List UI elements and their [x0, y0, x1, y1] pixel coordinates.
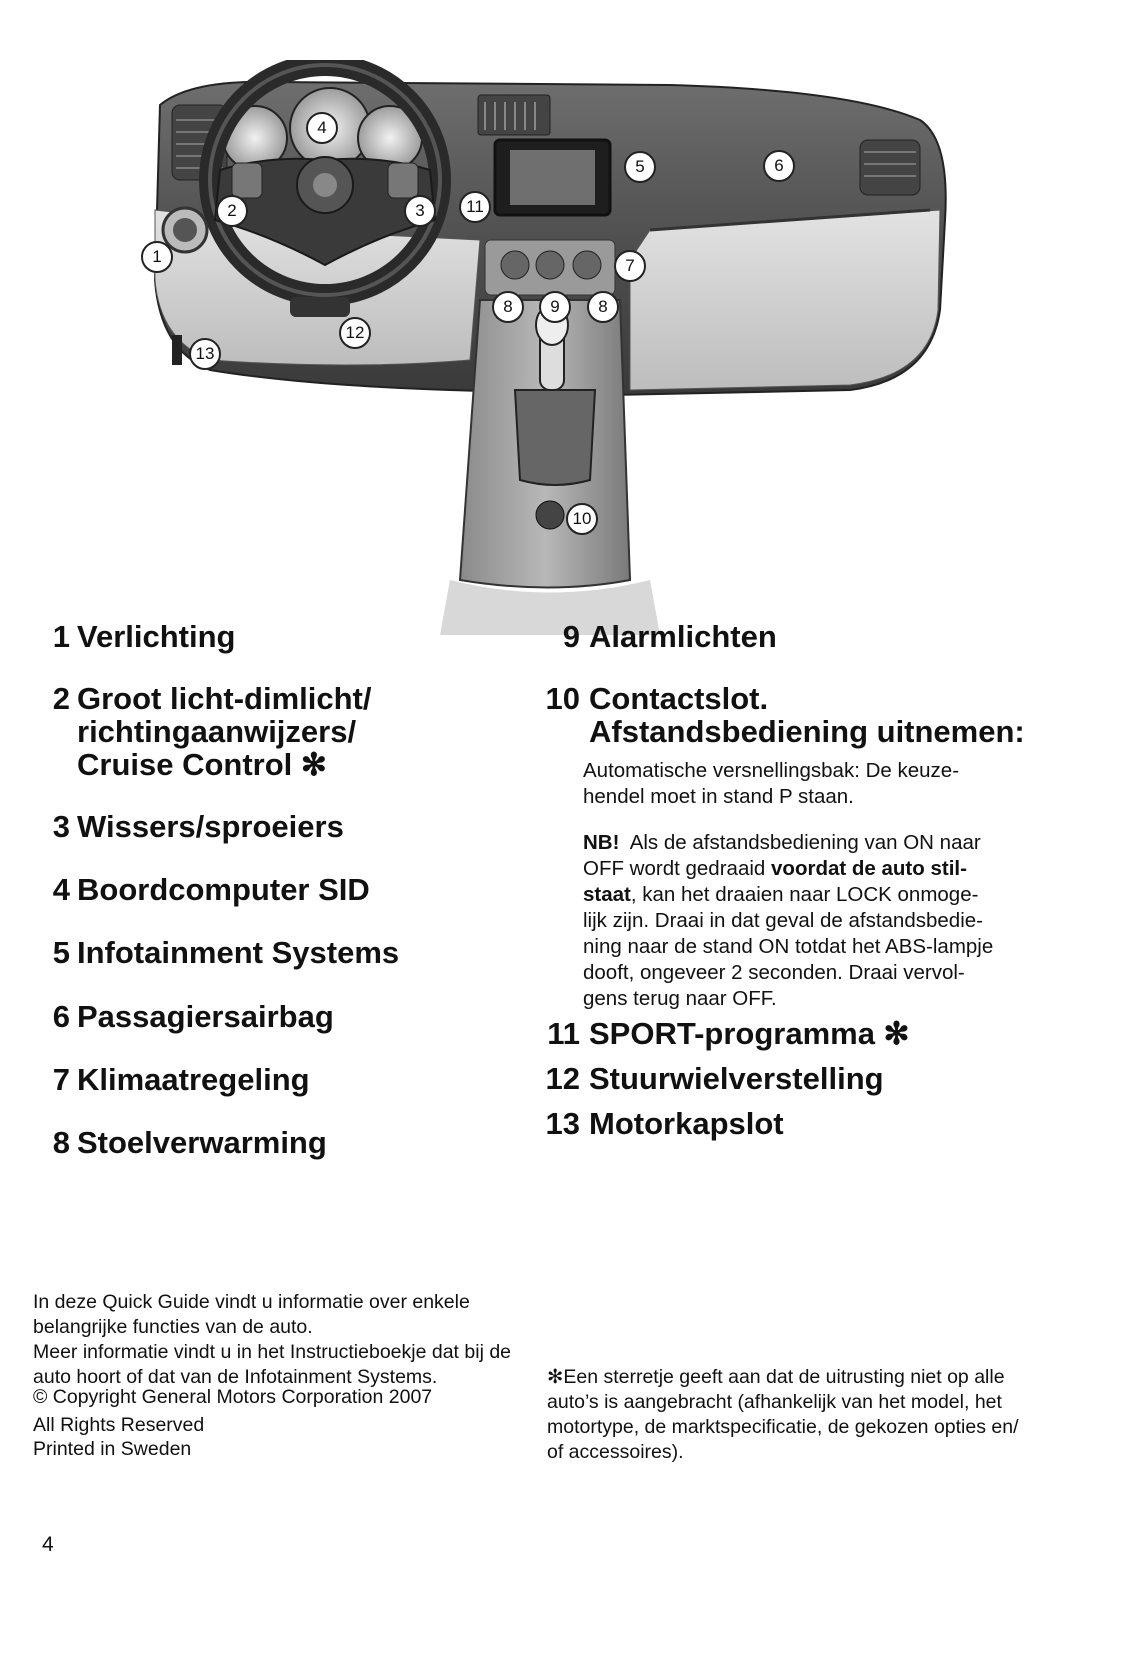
callout-5: 5 [624, 151, 656, 183]
callout-8-left: 8 [492, 291, 524, 323]
dashboard-illustration [150, 60, 1000, 635]
callout-7: 7 [614, 250, 646, 282]
callout-9: 9 [539, 291, 571, 323]
copyright: © Copyright General Motors Corporation 2007 [33, 1386, 433, 1408]
item-10-description: Automatische versnellingsbak: De keuze- hendel moet in stand P staan. [583, 759, 960, 808]
nb-note: NB! Als de afstandsbediening van ON naar OFF wordt gedraaid voordat de auto stil- staat, kan het draaien naar LOCK onmoge- lijk zijn. Draai in dat geval de afstandsbedie- ning naar de stand ON totdat het ABS-lampje dooft, ongeveer 2 seconden. Draai vervol- gens terug naar OFF. [583, 831, 994, 1010]
callout-10: 10 [566, 503, 598, 535]
callout-13: 13 [189, 338, 221, 370]
callout-2: 2 [216, 195, 248, 227]
callout-3: 3 [404, 195, 436, 227]
footer-intro: In deze Quick Guide vindt u informatie over enkele belangrijke functies van de auto. Meer informatie vindt u in het Instructieboekje dat bij de auto hoort of dat van de Infotainment Systems. [33, 1291, 512, 1388]
asterisk-note: ✻Een sterretje geeft aan dat de uitrusting niet op alle auto’s is aangebracht (afhankelijk van het model, het motortype, de marktspecificatie, de gekozen opties en/ of accessoires). [547, 1366, 1019, 1463]
rights-reserved: All Rights Reserved [33, 1414, 205, 1436]
callout-4: 4 [306, 112, 338, 144]
callout-6: 6 [763, 150, 795, 182]
page-number: 4 [42, 1533, 54, 1556]
callout-12: 12 [339, 317, 371, 349]
callout-8-right: 8 [587, 291, 619, 323]
nb-label: NB! [583, 831, 620, 854]
callout-11: 11 [459, 191, 491, 223]
printed-in: Printed in Sweden [33, 1438, 192, 1460]
callout-1: 1 [141, 241, 173, 273]
